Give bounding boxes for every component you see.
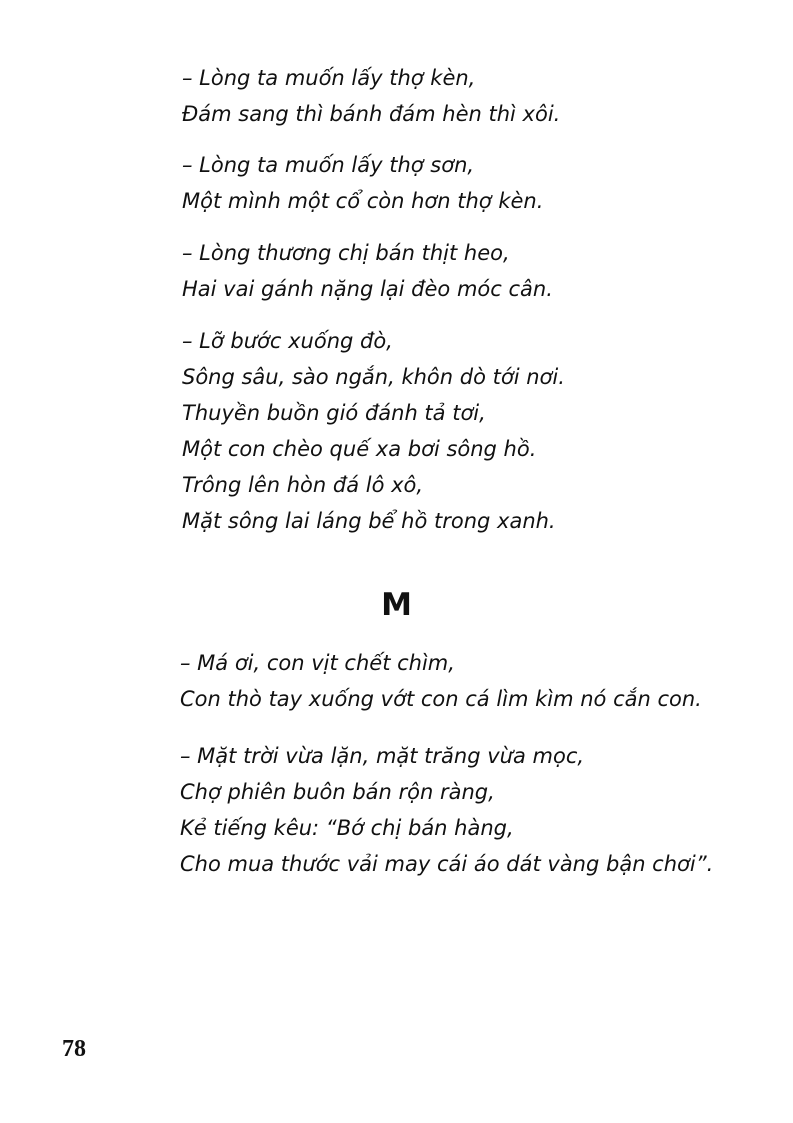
- page-number: 78: [62, 1036, 86, 1062]
- verse-tho-son: [182, 147, 543, 219]
- verse-line: Một mình một cổ còn hơn thợ kèn.: [182, 189, 544, 213]
- verse-thit-heo: [182, 235, 553, 307]
- verse-line: Một con chèo quế xa bơi sông hồ.: [182, 437, 537, 461]
- verse-line: Thuyền buồn gió đánh tả tơi,: [182, 401, 486, 425]
- verse-line: Kẻ tiếng kêu: “Bớ chị bán hàng,: [180, 816, 514, 840]
- verse-xuong-do: [182, 323, 565, 539]
- verse-mat-troi: [180, 738, 713, 882]
- verse-line: Sông sâu, sào ngắn, khôn dò tới nơi.: [182, 365, 565, 389]
- verse-vit-chet-chim: [180, 645, 702, 717]
- verse-line: – Má ơi, con vịt chết chìm,: [180, 651, 455, 675]
- verse-line: Hai vai gánh nặng lại đèo móc cân.: [182, 277, 553, 301]
- verse-tho-ken: [182, 60, 560, 132]
- section-heading-letter: M: [381, 587, 412, 623]
- verse-line: Đám sang thì bánh đám hèn thì xôi.: [182, 102, 561, 126]
- verse-line: Mặt sông lai láng bể hồ trong xanh.: [182, 509, 556, 533]
- verse-line: – Lỡ bước xuống đò,: [182, 329, 393, 353]
- verse-line: – Lòng ta muốn lấy thợ kèn,: [182, 66, 476, 90]
- verse-line: Cho mua thước vải may cái áo dát vàng bận chơi”.: [180, 852, 714, 876]
- verse-line: – Lòng ta muốn lấy thợ sơn,: [182, 153, 475, 177]
- verse-line: Trông lên hòn đá lô xô,: [182, 473, 424, 497]
- verse-line: – Lòng thương chị bán thịt heo,: [182, 241, 510, 265]
- verse-line: Con thò tay xuống vớt con cá lìm kìm nó cắn con.: [180, 687, 702, 711]
- verse-line: Chợ phiên buôn bán rộn ràng,: [180, 780, 495, 804]
- verse-line: – Mặt trời vừa lặn, mặt trăng vừa mọc,: [180, 744, 585, 768]
